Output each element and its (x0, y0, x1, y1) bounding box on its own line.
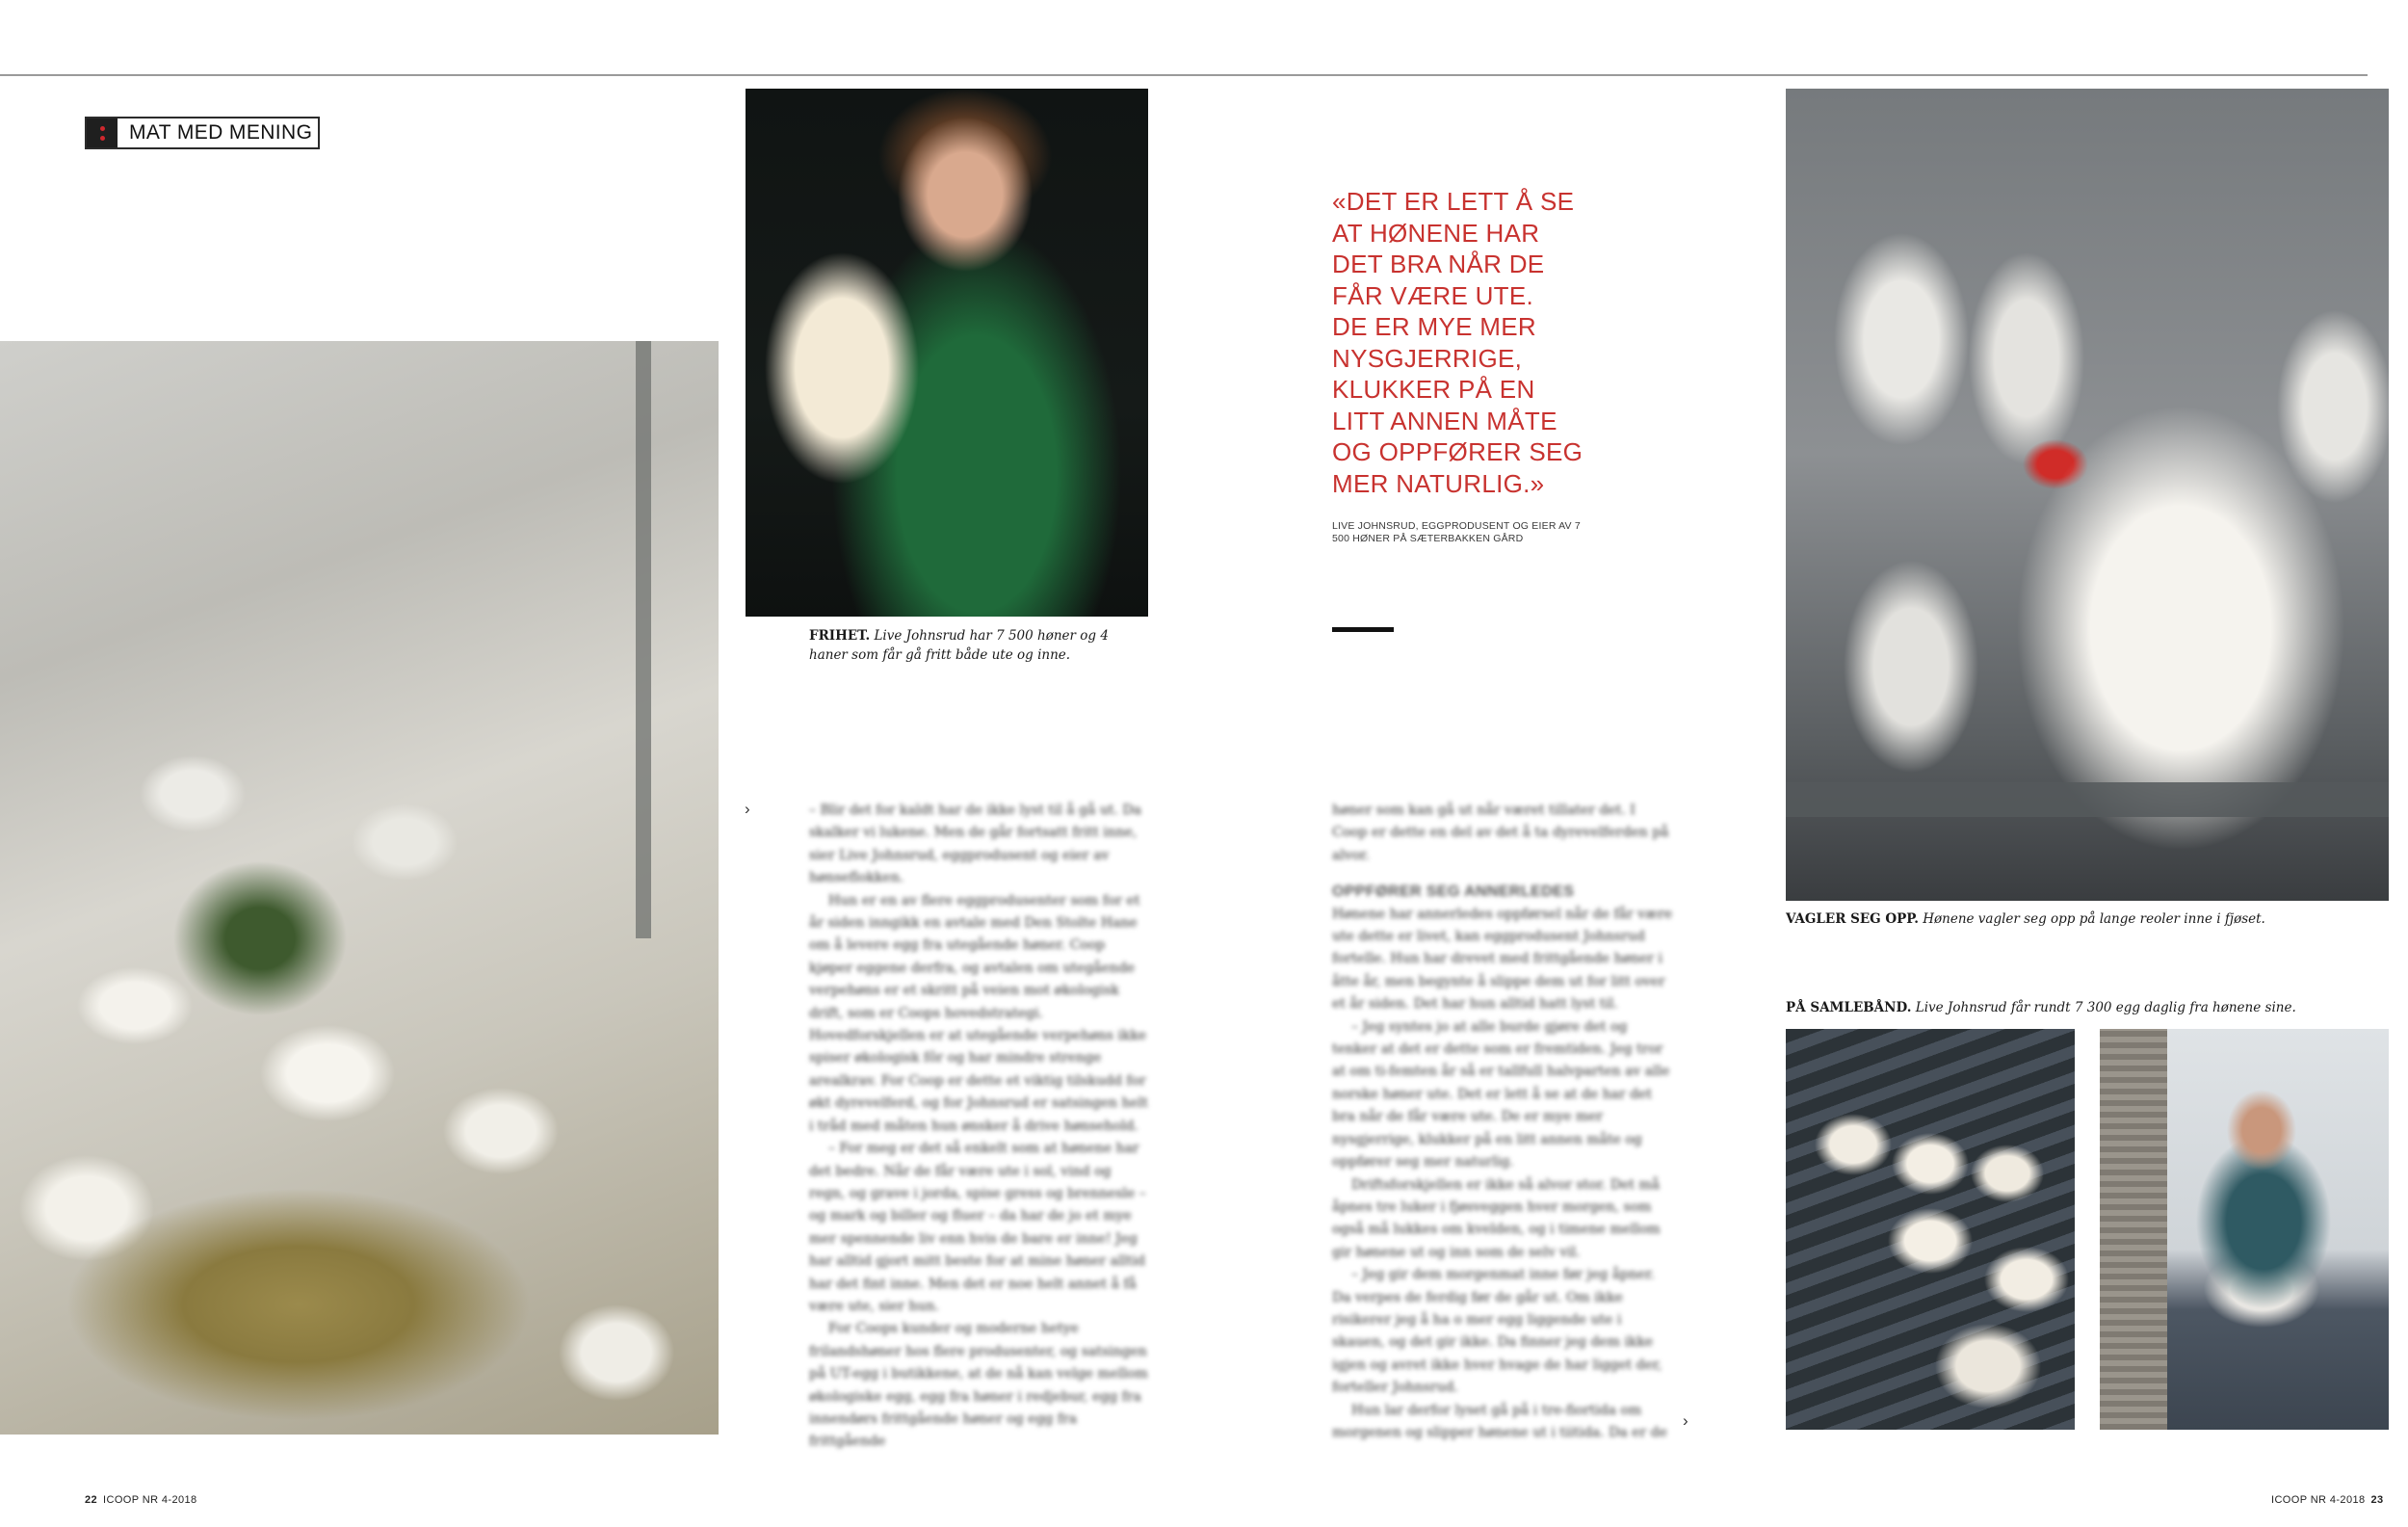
body-paragraph: Hønene har annerledes oppførsel når de får være ute dette er livet, kan eggprodusent Johnsrud fortelle. Hun har drevet med frittgående høner i åtte år, men begynte å slippe dem ut for litt over et år siden. Det har hun alltid hatt lyst til. (1332, 906, 1673, 1013)
eggs-on-conveyor-photo (1786, 1029, 2075, 1430)
page-number: 23 (2370, 1494, 2384, 1506)
farmer-photo-caption (809, 626, 1150, 665)
caption-lead: VAGLER SEG OPP. (1786, 911, 1919, 927)
conveyor-photo-caption (1786, 998, 2383, 1017)
body-paragraph: Driftsforskjellen er ikke så alvor stor. Det må åpnes tre luker i fjøsveggen hver morgen, som også må lukkes om kvelden, og i timene mellom gir hønene ut og inn som de selv vil. (1332, 1176, 1661, 1260)
caption-lead: PÅ SAMLEBÅND. (1786, 1000, 1912, 1015)
body-paragraph: – Blir det for kaldt har de ikke lyst til å gå ut. Da skalker vi lukene. Men de går fortsatt fritt inne, sier Live Johnsrud, eggprodusent og eier av hønseflokken. (809, 803, 1141, 886)
section-badge (85, 117, 320, 149)
section-badge-label: MAT MED MENING (129, 121, 313, 144)
pull-quote-credit: LIVE JOHNSRUD, EGGPRODUSENT OG EIER AV 7 500 HØNER PÅ SÆTERBAKKEN GÅRD (1332, 520, 1581, 544)
body-column-left (809, 800, 1150, 1454)
body-paragraph: – Jeg syntes jo at alle burde gjøre det og tenker at det er dette som er fremtiden. Jeg tror at om ti-femten år så er tallfull halvparten av alle norske høner ute. Det er lett å se at de har det bra når de får være ute. De er mye mer nysgjerrige, klukker på en litt annen måte og oppfører seg mer naturlig. (1332, 1018, 1670, 1171)
hen-photo-caption (1786, 909, 2383, 929)
folio-left (85, 1494, 197, 1506)
hen-on-perch-photo (1786, 89, 2389, 901)
body-paragraph: høner som kan gå ut når været tillater det. I Coop er dette en del av det å ta dyrevelferden på alvor. (1332, 803, 1669, 863)
body-paragraph: Hun lar derfor lyset gå på i tre-fiortida om morgenen og slipper hønene ut i tiitida. Da er de (1332, 1402, 1667, 1440)
continue-arrow-icon: › (1683, 1411, 1688, 1430)
pull-quote: «DET ER LETT Å SE AT HØNENE HAR DET BRA NÅR DE FÅR VÆRE UTE. DE ER MYE MER NYSGJERRIGE, KLUKKER PÅ EN LITT ANNEN MÅTE OG OPPFØRER SEG MER NATURLIG.» (1332, 187, 1584, 498)
caption-text: Live Johnsrud får rundt 7 300 egg daglig fra hønene sine. (1911, 1000, 2296, 1015)
caption-text: Live Johnsrud har 7 500 høner og 4 haner som får gå fritt både ute og inne. (809, 628, 1109, 663)
body-paragraph: For Coops kunder og moderne hetye frilandshøner hos flere produsenter, og satsingen på UT-egg i butikkene, at de nå kan velge mellom økologiske egg, egg fra høner i redjebur, egg fra innendørs frittgående høner og egg fra frittgående (809, 1321, 1148, 1450)
pull-quote-rule (1332, 627, 1394, 632)
folio-right (2271, 1494, 2384, 1506)
page-number: 22 (85, 1494, 98, 1506)
caption-lead: FRIHET. (809, 628, 871, 644)
body-subheading: OPPFØRER SEG ANNERLEDES (1332, 883, 1575, 901)
body-paragraph: – For meg er det så enkelt som at hønene har det bedre. Når de får være ute i sol, vind og regn, og grave i jorda, spise gress og brennesle – og mark og biller og fluer – da har de jo et mye mer spennende liv enn hvis de bare er inne! Jeg har alltid gjort mitt beste for at mine høner alltid har det fint inne. Men det er noe helt annet å få være ute, sier hun. (809, 1141, 1146, 1314)
caption-text: Hønene vagler seg opp på lange reoler inne i fjøset. (1918, 911, 2265, 927)
hens-on-hay-photo (0, 341, 719, 1435)
top-rule (0, 74, 2368, 76)
magazine-issue: ICOOP NR 4-2018 (103, 1494, 197, 1506)
section-badge-mark (87, 118, 118, 147)
magazine-issue: ICOOP NR 4-2018 (2271, 1494, 2366, 1506)
body-paragraph: – Jeg gir dem morgenmat inne før jeg åpner. Da verpes de ferdig før de går ut. Om ikke risikerer jeg å ha o mer egg liggende ute i skauen, og det gir ikke. Da finner jeg dem ikke igjen og avret ikke hver hvage de har ligget der, forteller Johnsrud. (1332, 1267, 1662, 1396)
farmer-holding-hen-photo (746, 89, 1148, 617)
continue-arrow-icon: › (745, 800, 750, 818)
farmer-collecting-eggs-photo (2100, 1029, 2389, 1430)
body-column-right (1332, 800, 1673, 1444)
body-paragraph: Hun er en av flere eggprodusenter som for et år siden inngikk en avtale med Den Stolte Hane om å levere egg fra utegående høner. Coop kjøper eggene derfra, og avtalen om utegående verpehøns er et skritt på veien mot økologisk drift, som er Coops hovedstrategi. Hovedforskjellen er at utegående verpehøns ikke spiser økologisk fôr og har mindre strenge arealkrav. For Coop er dette et viktig tilskudd for økt dyrevelferd, og for Johnsrud er satsingen helt i tråd med måten hun ønsker å drive hønsehold. (809, 892, 1148, 1134)
